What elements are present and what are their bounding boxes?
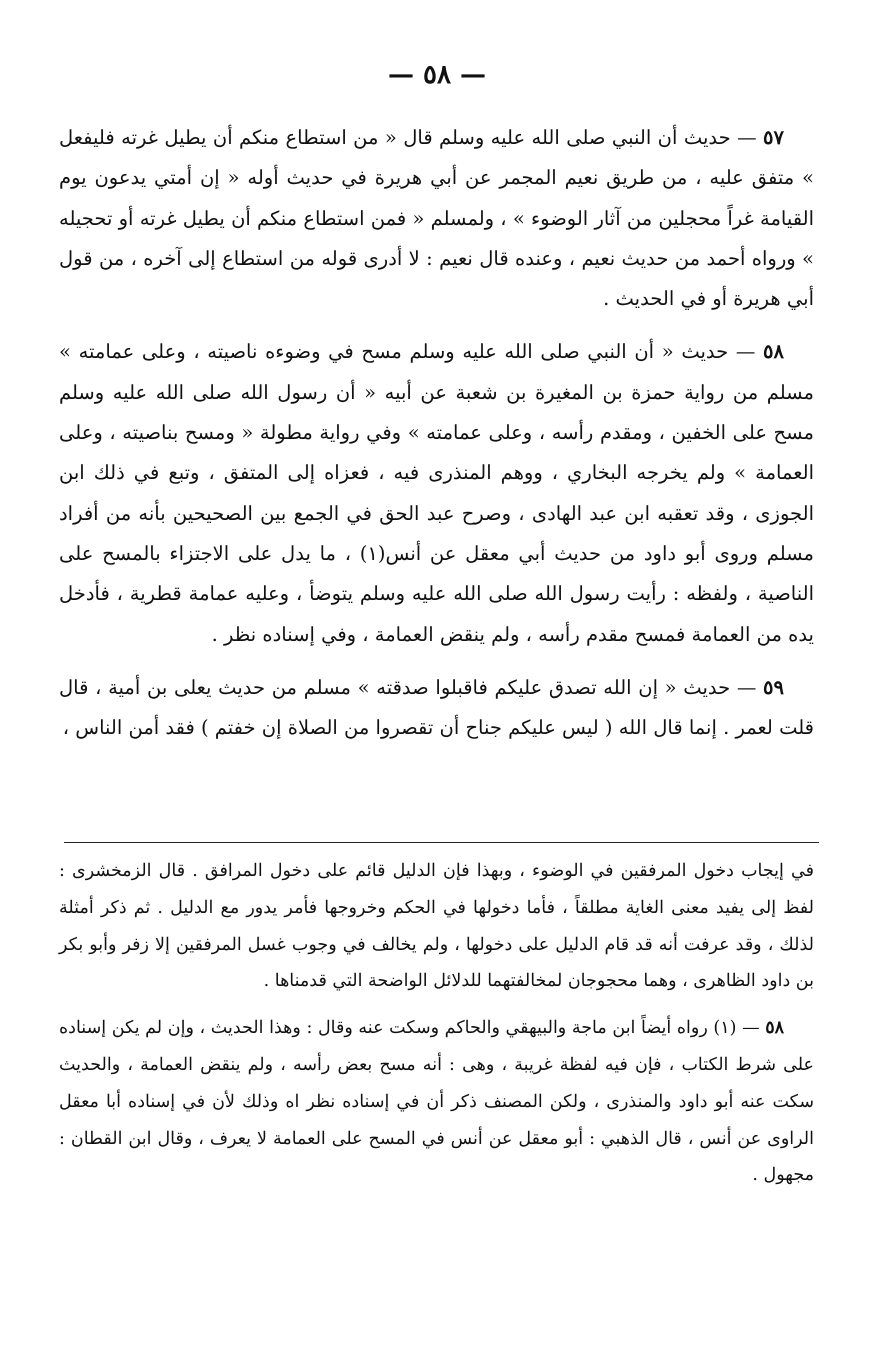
hadith-paragraph-59 <box>59 668 814 749</box>
footnote-text: — (١) رواه أيضاً ابن ماجة والبيهقي والحاكم وسكت عنه وقال : وهذا الحديث ، وإن لم يكن إسناده على شرط الكتاب ، فإن فيه لفظة غريبة ، وهى : أنه مسح بعض رأسه ، ولم ينقض العمامة ، والحديث سكت عنه أبو داود والمنذرى ، ولكن المصنف ذكر أن في إسناده نظر اه وذلك لأن في إسناده أبا معقل الراوى عن أنس ، قال الذهبي : أبو معقل عن أنس في المسح على العمامة لا يعرف ، وقال ابن القطان : مجهول . <box>59 1018 814 1186</box>
hadith-number: ٥٨ <box>763 340 784 364</box>
footnotes-block <box>59 853 814 1194</box>
footnote-divider <box>64 842 819 843</box>
footnote-58 <box>59 1010 814 1194</box>
footnote-number: ٥٨ <box>765 1018 785 1039</box>
hadith-text: — حديث « أن النبي صلى الله عليه وسلم مسح في وضوءه ناصيته ، وعلى عمامته » مسلم من رواية حمزة بن المغيرة بن شعبة عن أبيه « أن رسول الله صلى الله عليه وسلم مسح على الخفين ، ومقدم رأسه ، وعلى عمامته » وفي رواية مطولة « ومسح بناصيته ، وعلى العمامة » ولم يخرجه البخاري ، ووهم المنذرى فيه ، فعزاه إلى المتفق ، وتبع في ذلك ابن الجوزى ، وقد تعقبه ابن عبد الهادى ، وصرح عبد الحق في الجمع بين الصحيحين بأنه من أفراد مسلم وروى أبو داود من حديث أبي معقل عن أنس(١) ، ما يدل على الاجتزاء بالمسح على الناصية ، ولفظه : رأيت رسول الله صلى الله عليه وسلم يتوضأ ، وعليه عمامة قطرية ، فأدخل يده من العمامة فمسح مقدم رأسه ، ولم ينقض العمامة ، وفي إسناده نظر . <box>59 340 814 646</box>
hadith-paragraph-58 <box>59 332 814 654</box>
main-text-block <box>59 118 814 748</box>
hadith-text: — حديث « إن الله تصدق عليكم فاقبلوا صدقته » مسلم من حديث يعلى بن أمية ، قال قلت لعمر . إنما قال الله ( ليس عليكم جناح أن تقصروا من الصلاة إن خفتم ) فقد أمن الناس ، <box>59 675 814 740</box>
page-number: — ٥٨ — <box>387 60 487 90</box>
hadith-number: ٥٧ <box>763 126 784 149</box>
footnote-text: في إيجاب دخول المرفقين في الوضوء ، وبهذا فإن الدليل قائم على دخول المرافق . قال الزمخشرى : لفظ إلى يفيد معنى الغاية مطلقاً ، فأما دخولها في الحكم وخروجها فأمر يدور مع الدليل . ثم ذكر أمثلة لذلك ، وقد عرفت أنه قد قام الدليل على دخولها ، ولم يخالف في وجوب غسل المرفقين إلا زفر وأبو بكر بن داود الظاهرى ، وهما محجوجان لمخالفتهما للدلائل الواضحة التي قدمناها . <box>59 861 814 992</box>
hadith-paragraph-57 <box>59 118 814 319</box>
hadith-text: — حديث أن النبي صلى الله عليه وسلم قال « من استطاع منكم أن يطيل غرته فليفعل » متفق عليه ، من طريق نعيم المجمر عن أبي هريرة في حديث أوله « إن أمتي يدعون يوم القيامة غراً محجلين من آثار الوضوء » ، ولمسلم « فمن استطاع منكم أن يطيل غرته أو تحجيله » ورواه أحمد من حديث نعيم ، وعنده قال نعيم : لا أدرى قوله من استطاع إلى آخره ، من قول أبي هريرة أو في الحديث . <box>59 126 814 311</box>
footnote-continuation <box>59 853 814 1000</box>
hadith-number: ٥٩ <box>763 675 784 699</box>
